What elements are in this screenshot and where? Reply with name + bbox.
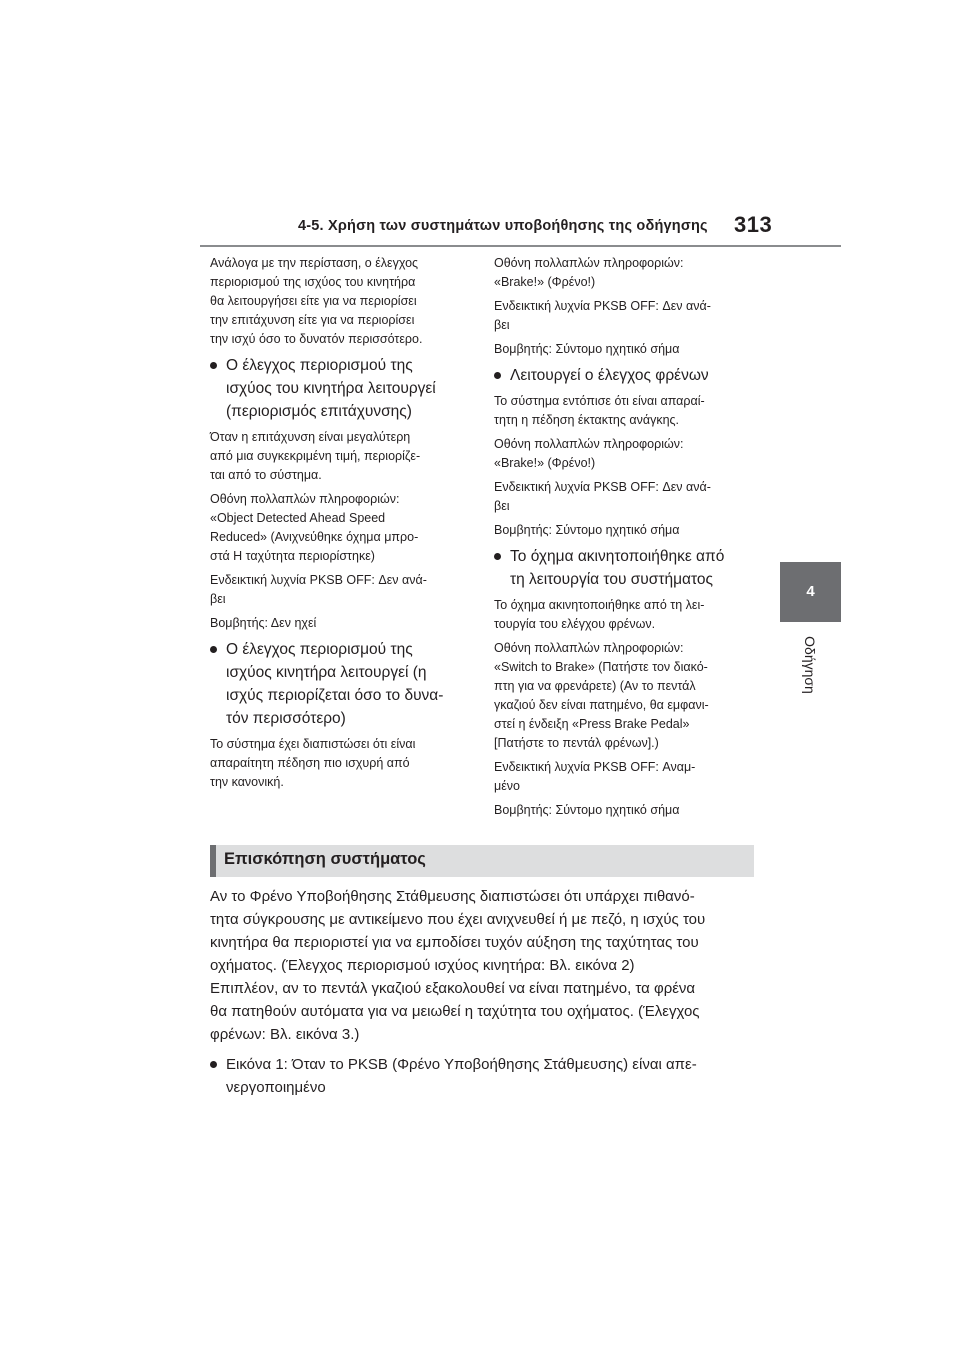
bullet-icon xyxy=(494,372,501,379)
overview-paragraph: Αν το Φρένο Υποβοήθησης Στάθμευσης διαπιστώσει ότι υπάρχει πιθανό- τητα σύγκρουσης με αντικείμενο που έχει ανιχνευθεί ή με πεζό, η ισχύς του κινητήρα θα περιοριστεί για να εμποδίσει τυχόν αύξηση της ταχύτητας του οχήματος. (Έλεγχος περιορισμού ισχύος κινητήρα: Βλ. εικόνα 2) Επιπλέον, αν το πεντάλ γκαζιού εξακολουθεί να είναι πατημένο, τα φρένα θα πατηθούν αυτόματα για να μειωθεί η ταχύτητα του οχήματος. (Έλεγχος φρένων: Βλ. εικόνα 3.) xyxy=(210,888,706,1043)
buzzer-info: Βομβητής: Σύντομο ηχητικό σήμα xyxy=(494,342,680,356)
item-heading xyxy=(210,354,468,423)
buzzer-info: Βομβητής: Δεν ηχεί xyxy=(210,616,317,630)
item-heading-text: Λειτουργεί ο έλεγχος φρένων xyxy=(510,367,709,384)
display-info: Οθόνη πολλαπλών πληροφοριών: «Brake!» (Φρένο!) xyxy=(494,256,684,289)
bullet-icon xyxy=(494,553,501,560)
section-body xyxy=(210,885,755,1104)
item-heading xyxy=(210,638,468,730)
item-description: Το σύστημα έχει διαπιστώσει ότι είναι απαραίτητη πέδηση πιο ισχυρή από την κανονική. xyxy=(210,737,416,789)
chapter-number: 4 xyxy=(806,583,815,600)
item-description: Όταν η επιτάχυνση είναι μεγαλύτερη από μια συγκεκριμένη τιμή, περιορίζε- ται από το σύστημα. xyxy=(210,430,421,482)
display-info: Οθόνη πολλαπλών πληροφοριών: «Brake!» (Φρένο!) xyxy=(494,437,684,470)
item-description: Το όχημα ακινητοποιήθηκε από τη λει- τουργία του ελέγχου φρένων. xyxy=(494,598,705,631)
right-column xyxy=(494,254,756,825)
bullet-icon xyxy=(210,1061,217,1068)
chapter-label-box xyxy=(790,632,830,698)
display-info: Οθόνη πολλαπλών πληροφοριών: «Object Detected Ahead Speed Reduced» (Ανιχνεύθηκε όχημα μπρο- στά Η ταχύτητα περιορίστηκε) xyxy=(210,492,419,563)
indicator-info: Ενδεικτική λυχνία PKSB OFF: Δεν ανά- βει xyxy=(494,299,711,332)
bullet-icon xyxy=(210,646,217,653)
header-divider xyxy=(200,245,841,247)
display-info: Οθόνη πολλαπλών πληροφοριών: «Switch to Brake» (Πατήστε τον διακό- πτη για να φρενάρετε) (Αν το πεντάλ γκαζιού δεν είναι πατημένο, θα εμφανι- στεί η ένδειξη «Press Brake Pedal» [Πατήστε το πεντάλ φρένων].) xyxy=(494,641,709,750)
left-column xyxy=(210,254,468,797)
buzzer-info: Βομβητής: Σύντομο ηχητικό σήμα xyxy=(494,803,680,817)
bullet-icon xyxy=(210,362,217,369)
indicator-info: Ενδεικτική λυχνία PKSB OFF: Αναμ- μένο xyxy=(494,760,696,793)
section-header xyxy=(210,845,754,877)
page-number: 313 xyxy=(734,212,773,237)
item-heading-text: Ο έλεγχος περιορισμού της ισχύος κινητήρα λειτουργεί (η ισχύς περιορίζεται όσο το δυνα- τόν περισσότερο) xyxy=(226,641,444,727)
item-description: Το σύστημα εντόπισε ότι είναι απαραί- τητη η πέδηση έκτακτης ανάγκης. xyxy=(494,394,705,427)
page-header-title: 4-5. Χρήση των συστημάτων υποβοήθησης της οδήγησης xyxy=(298,218,708,234)
intro-paragraph: Ανάλογα με την περίσταση, ο έλεγχος περιορισμού της ισχύος του κινητήρα θα λειτουργήσει είτε για να περιορίσει την επιτάχυνση είτε για να περιορίσει την ισχύ όσο το δυνατόν περισσότερο. xyxy=(210,256,423,346)
chapter-label: Οδήγηση xyxy=(802,636,818,694)
item-heading xyxy=(494,545,756,591)
indicator-info: Ενδεικτική λυχνία PKSB OFF: Δεν ανά- βει xyxy=(494,480,711,513)
figure-item xyxy=(210,1053,755,1099)
item-heading-text: Το όχημα ακινητοποιήθηκε από τη λειτουργία του συστήματος xyxy=(510,548,725,588)
section-title: Επισκόπηση συστήματος xyxy=(224,850,426,868)
item-heading-text: Ο έλεγχος περιορισμού της ισχύος του κινητήρα λειτουργεί (περιορισμός επιτάχυνσης) xyxy=(226,357,436,420)
item-heading xyxy=(494,364,756,387)
figure-item-text: Εικόνα 1: Όταν το PKSB (Φρένο Υποβοήθησης Στάθμευσης) είναι απε- νεργοποιημένο xyxy=(226,1056,697,1096)
chapter-tab xyxy=(780,562,841,622)
indicator-info: Ενδεικτική λυχνία PKSB OFF: Δεν ανά- βει xyxy=(210,573,427,606)
buzzer-info: Βομβητής: Σύντομο ηχητικό σήμα xyxy=(494,523,680,537)
